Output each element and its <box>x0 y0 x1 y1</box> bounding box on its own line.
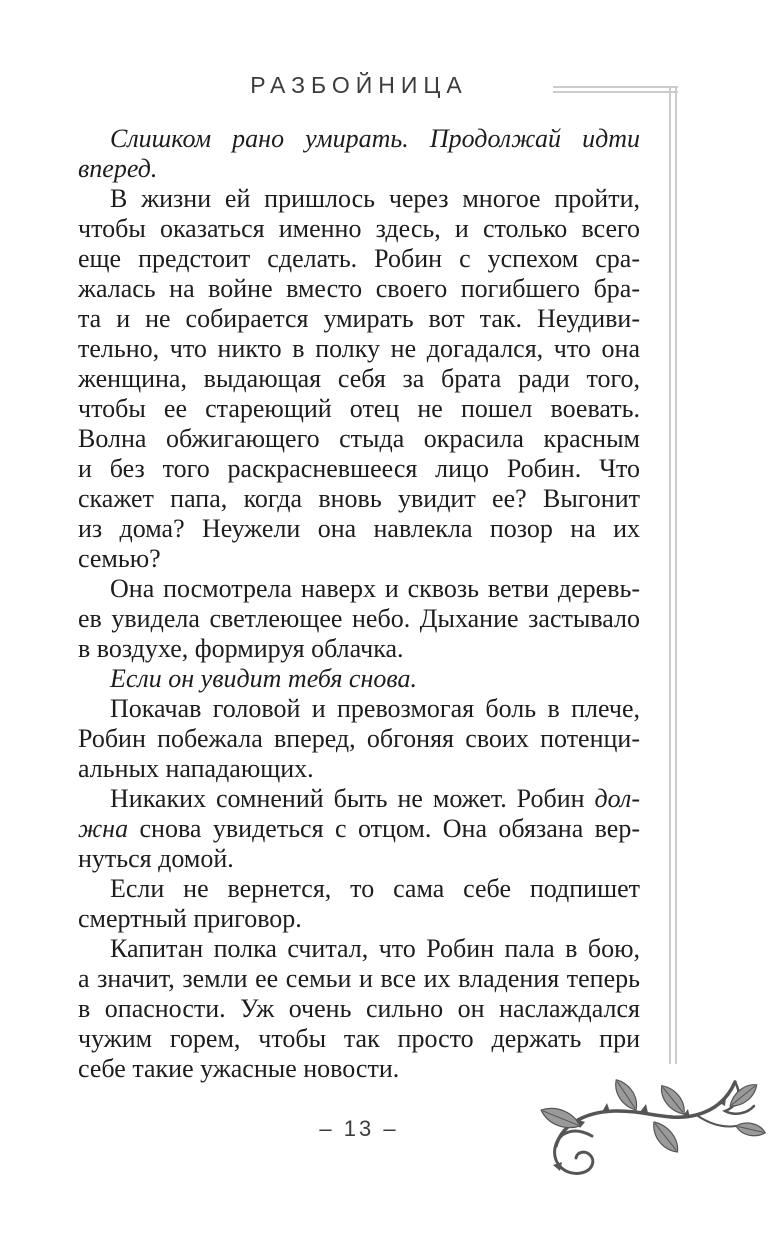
text-line: женщина, выдающая себя за брата ради того, <box>78 364 640 393</box>
rose-vine-ornament <box>536 1070 768 1195</box>
text-line: чтобы ее стареющий отец не пошел воевать. <box>78 394 640 423</box>
text-line: в опасности. Уж очень сильно он наслаждался <box>78 994 640 1023</box>
text-line: Капитан полка считал, что Робин пала в бою, <box>110 934 640 963</box>
text-line: Она посмотрела наверх и сквозь ветви деревь- <box>110 574 640 603</box>
text-line: из дома? Неужели она навлекла позор на их <box>78 514 640 543</box>
text-line: чтобы оказаться именно здесь, и столько всего <box>78 214 640 243</box>
text-line: семью? <box>78 544 161 573</box>
text-line: В жизни ей пришлось через многое пройти, <box>110 184 640 213</box>
text-line: тельно, что никто в полку не догадался, что она <box>78 334 640 363</box>
running-header: РАЗБОЙНИЦА <box>250 72 468 98</box>
text-line: скажет папа, когда вновь увидит ее? Выгонит <box>78 484 640 513</box>
text-line: Если не вернется, то сама себе подпишет <box>110 874 640 903</box>
text-line: чужим горем, чтобы так просто держать при <box>78 1024 640 1053</box>
text-line: Покачав головой и превозмогая боль в плече, <box>110 694 640 723</box>
text-line: еще предстоит сделать. Робин с успехом сра- <box>78 244 640 273</box>
text-line: жалась на войне вместо своего погибшего бра- <box>78 274 640 303</box>
text-line: Слишком рано умирать. Продолжай идти <box>110 124 640 153</box>
text-line: Если он увидит тебя снова. <box>110 664 417 693</box>
text-line: Никаких сомнений быть не может. Робин дол- <box>110 784 640 813</box>
text-block <box>78 124 640 1084</box>
text-line: жна снова увидеться с отцом. Она обязана вер- <box>78 814 640 843</box>
text-line: ев увидела светлеющее небо. Дыхание застывало <box>78 604 640 633</box>
text-line: вперед. <box>78 154 158 183</box>
text-line: и без того раскрасневшееся лицо Робин. Что <box>78 454 640 483</box>
text-line: в воздухе, формируя облачка. <box>78 634 404 663</box>
top-right-double-rule <box>553 86 678 93</box>
text-line: смертный приговор. <box>78 904 302 933</box>
page-number: – 13 – <box>319 1116 399 1141</box>
right-edge-double-rule <box>669 86 677 1064</box>
text-line: та и не собирается умирать вот так. Неудиви- <box>78 304 640 333</box>
text-line: Волна обжигающего стыда окрасила красным <box>78 424 640 453</box>
text-line: нуться домой. <box>78 844 234 873</box>
text-line: альных нападающих. <box>78 754 314 783</box>
text-line: себе такие ужасные новости. <box>78 1054 400 1083</box>
text-line: Робин побежала вперед, обгоняя своих потенци- <box>78 724 640 753</box>
text-line: а значит, земли ее семьи и все их владения теперь <box>78 964 640 993</box>
